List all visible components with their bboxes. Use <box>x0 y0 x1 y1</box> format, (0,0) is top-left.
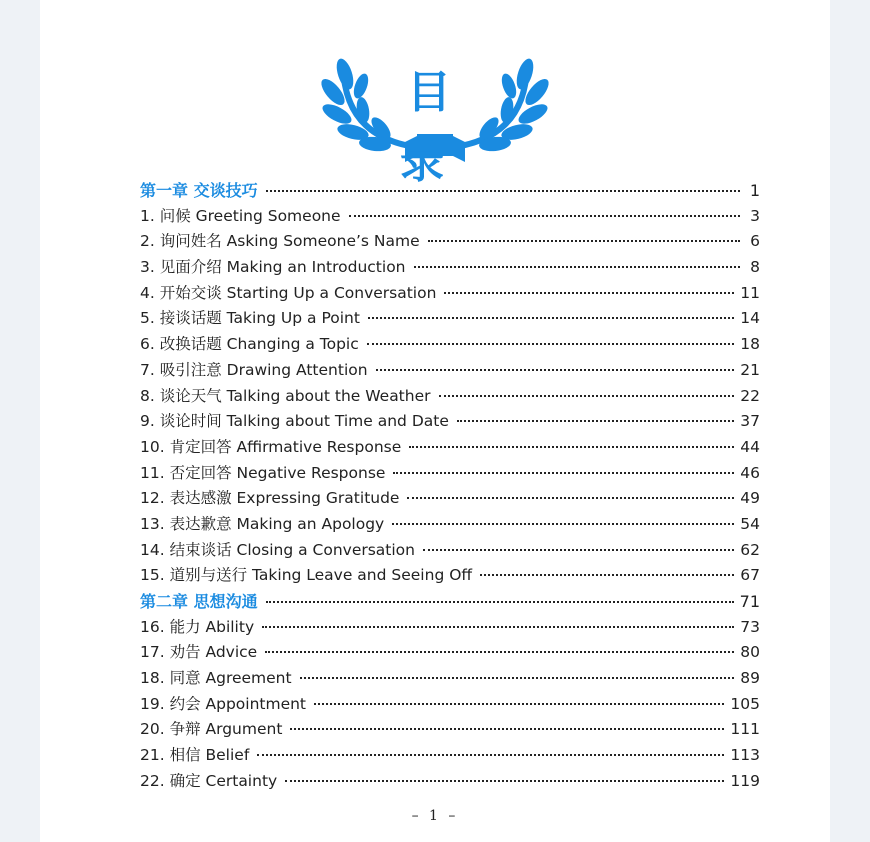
toc-entry-label: 14. 结束谈话 Closing a Conversation <box>140 540 415 559</box>
toc-entry[interactable] <box>140 358 760 384</box>
dot-leader <box>407 489 734 499</box>
page-title: 目 录 <box>400 67 477 188</box>
dot-leader <box>444 284 734 294</box>
toc-entry-label: 8. 谈论天气 Talking about the Weather <box>140 386 431 405</box>
toc-entry[interactable] <box>140 435 760 461</box>
toc-entry-page: 119 <box>730 771 760 790</box>
toc-entry-page: 18 <box>740 335 760 354</box>
dot-leader <box>414 258 741 268</box>
dot-leader <box>439 387 735 397</box>
toc-entry-label: 17. 劝告 Advice <box>140 643 258 662</box>
toc-entry[interactable] <box>140 409 760 435</box>
toc-entry-label: 21. 相信 Belief <box>140 746 250 765</box>
toc-entry-page: 21 <box>740 360 760 379</box>
toc-entry[interactable] <box>140 486 760 512</box>
toc-entry-page: 22 <box>740 386 760 405</box>
toc-entry-label: 第一章 交谈技巧 <box>140 181 258 200</box>
toc-entry[interactable] <box>140 692 760 718</box>
toc-entry[interactable] <box>140 255 760 281</box>
toc-entry-page: 105 <box>730 694 760 713</box>
toc-entry-label: 6. 改换话题 Changing a Topic <box>140 335 359 354</box>
toc-entry-page: 44 <box>740 437 760 456</box>
toc-entry-page: 49 <box>740 489 760 508</box>
toc-entry-page: 54 <box>740 514 760 533</box>
toc-entry[interactable] <box>140 281 760 307</box>
toc-entry[interactable] <box>140 461 760 487</box>
toc-entry-page: 6 <box>750 232 760 251</box>
toc-entry-page: 3 <box>750 206 760 225</box>
dot-leader <box>300 669 735 679</box>
toc-entry-page: 37 <box>740 412 760 431</box>
dot-leader <box>392 515 734 525</box>
toc-entry-label: 12. 表达感激 Expressing Gratitude <box>140 489 400 508</box>
toc-entry-label: 13. 表达歉意 Making an Apology <box>140 514 385 533</box>
toc-entry[interactable] <box>140 666 760 692</box>
toc-entry-label: 19. 约会 Appointment <box>140 694 307 713</box>
page-number: – 1 – <box>411 808 459 824</box>
dot-leader <box>266 593 734 603</box>
toc-entry-label: 4. 开始交谈 Starting Up a Conversation <box>140 283 437 302</box>
dot-leader <box>349 207 740 217</box>
dot-leader <box>376 361 735 371</box>
toc-entry[interactable] <box>140 512 760 538</box>
toc-entry[interactable] <box>140 204 760 230</box>
toc-entry-page: 62 <box>740 540 760 559</box>
toc-entry-page: 46 <box>740 463 760 482</box>
dot-leader <box>480 566 734 576</box>
toc-entry-label: 11. 否定回答 Negative Response <box>140 463 386 482</box>
toc-entry[interactable] <box>140 717 760 743</box>
toc-entry[interactable] <box>140 769 760 795</box>
toc-entry-page: 111 <box>730 720 760 739</box>
toc-entry[interactable] <box>140 384 760 410</box>
dot-leader <box>367 335 735 345</box>
toc-entry-page: 113 <box>730 746 760 765</box>
dot-leader <box>423 541 734 551</box>
toc-entry[interactable] <box>140 306 760 332</box>
toc-entry-label: 第二章 思想沟通 <box>140 592 258 611</box>
toc-entry-page: 89 <box>740 669 760 688</box>
toc-entry[interactable] <box>140 332 760 358</box>
toc-entry-label: 7. 吸引注意 Drawing Attention <box>140 360 368 379</box>
toc-entry-label: 15. 道别与送行 Taking Leave and Seeing Off <box>140 566 473 585</box>
toc-entry-page: 14 <box>740 309 760 328</box>
dot-leader <box>265 643 734 653</box>
toc-entry-page: 71 <box>739 592 760 611</box>
toc-entry[interactable] <box>140 538 760 564</box>
toc-entry-label: 1. 问候 Greeting Someone <box>140 206 341 225</box>
toc-entry[interactable] <box>140 615 760 641</box>
toc-entry[interactable] <box>140 229 760 255</box>
toc-chapter-entry[interactable] <box>140 589 760 615</box>
dot-leader <box>393 464 734 474</box>
toc-entry-label: 18. 同意 Agreement <box>140 669 292 688</box>
dot-leader <box>428 232 740 242</box>
dot-leader <box>290 720 724 730</box>
toc-entry-label: 5. 接谈话题 Taking Up a Point <box>140 309 360 328</box>
dot-leader <box>314 695 724 705</box>
toc-chapter-entry[interactable] <box>140 178 760 204</box>
toc-header <box>40 44 830 188</box>
table-of-contents <box>140 178 760 795</box>
document-page <box>40 0 830 842</box>
toc-entry-page: 67 <box>740 566 760 585</box>
dot-leader <box>285 772 724 782</box>
dot-leader <box>257 746 724 756</box>
toc-entry-page: 11 <box>740 283 760 302</box>
toc-entry-page: 8 <box>750 258 760 277</box>
dot-leader <box>368 309 734 319</box>
toc-entry-label: 20. 争辩 Argument <box>140 720 283 739</box>
dot-leader <box>457 412 734 422</box>
toc-entry-label: 10. 肯定回答 Affirmative Response <box>140 437 402 456</box>
toc-entry-page: 80 <box>740 643 760 662</box>
dot-leader <box>262 618 734 628</box>
dot-leader <box>409 438 734 448</box>
toc-entry-label: 9. 谈论时间 Talking about Time and Date <box>140 412 449 431</box>
toc-entry-label: 2. 询问姓名 Asking Someone’s Name <box>140 232 420 251</box>
toc-entry-label: 3. 见面介绍 Making an Introduction <box>140 258 406 277</box>
toc-entry-label: 22. 确定 Certainty <box>140 771 278 790</box>
toc-entry[interactable] <box>140 563 760 589</box>
toc-entry-label: 16. 能力 Ability <box>140 617 255 636</box>
toc-entry[interactable] <box>140 743 760 769</box>
dot-leader <box>266 182 740 192</box>
toc-entry-page: 73 <box>740 617 760 636</box>
toc-entry[interactable] <box>140 640 760 666</box>
toc-entry-page: 1 <box>749 181 760 200</box>
